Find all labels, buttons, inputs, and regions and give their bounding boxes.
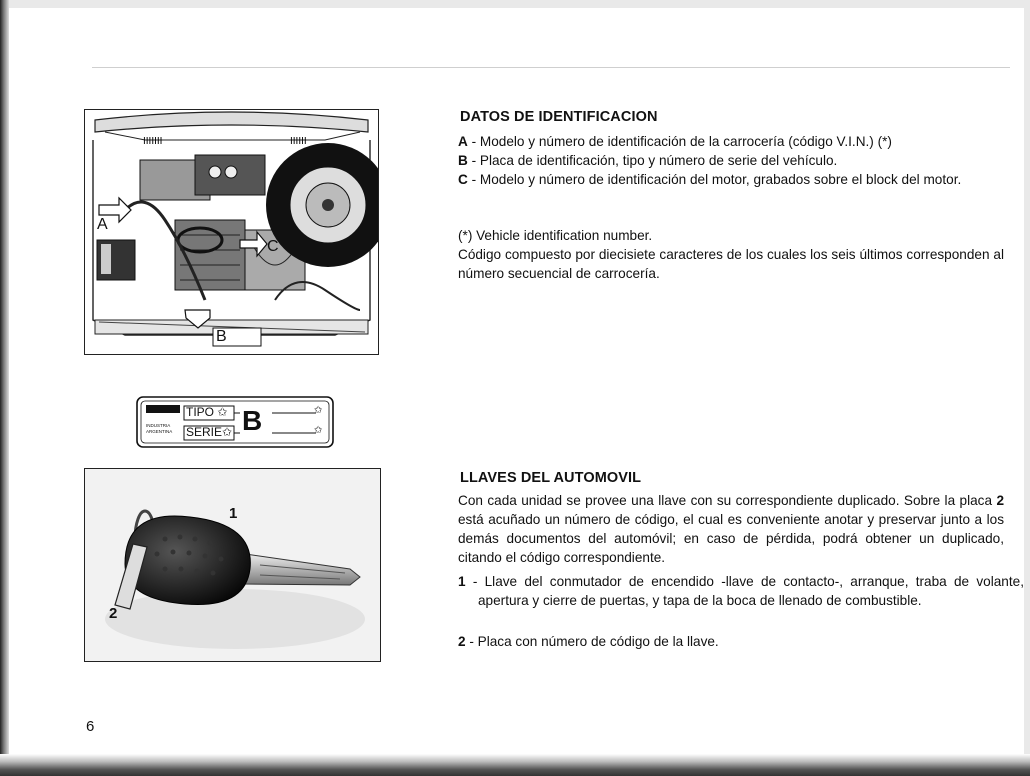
identification-item-b: B - Placa de identificación, tipo y número de serie del vehículo. [458,153,838,168]
manual-page [6,8,1024,756]
section-heading-identification: DATOS DE IDENTIFICACION [460,109,658,125]
plate-letter: B [242,405,263,436]
engine-bay-illustration [84,109,379,355]
engine-bay-drawing [85,110,378,354]
plate-star-top: ✩ [314,405,323,416]
header-rule [92,67,1010,68]
identification-item-c: C - Modelo y número de identificación del motor, grabados sobre el block del motor. [458,172,962,187]
section-heading-keys: LLAVES DEL AUTOMOVIL [460,470,642,486]
plate-maker-text: INDUSTRIA ARGENTINA [146,423,173,434]
identification-plate [136,396,334,448]
vin-footnote: (*) Vehicle identification number. [458,228,653,243]
key-item-2: 2 - Placa con número de código de la llave. [458,634,719,649]
callout-1: 1 [229,505,238,522]
svg-text:IIIIII: IIIIII [290,136,307,147]
plate-drawing [136,396,334,448]
keys-intro: Con cada unidad se provee una llave con su correspondiente duplicado. Sobre la placa 2 está acuñado un número de código, el cual es conveniente anotar y preservar junto a los demás documentos del automóvil; en caso de pérdida, podrá obtener un duplicado, citando el código correspondiente. [458,493,1004,565]
callout-a: A [97,216,108,233]
identification-item-a: A - Modelo y número de identificación de la carrocería (código V.I.N.) (*) [458,134,892,149]
key-drawing [85,469,380,661]
key-photo [84,468,381,662]
plate-serie-label: SERIE✩ [186,425,233,439]
vin-description: Código compuesto por diecisiete caracteres de los cuales los seis últimos corresponden al número secuencial de carrocería. [458,247,1004,281]
callout-c: C [267,238,279,255]
scan-bottom-edge [0,754,1030,776]
callout-b: B [216,328,227,345]
callout-2: 2 [109,605,118,622]
plate-star-bottom: ✩ [314,425,323,436]
key-item-1: 1 - Llave del conmutador de encendido -llave de contacto-, arranque, traba de volante, apertura y cierre de puertas, y tapa de la boca de llenado de combustible. [458,574,1024,608]
page-number: 6 [86,718,95,735]
scan-left-edge [0,0,9,776]
svg-text:IIIIIII: IIIIIII [143,136,163,147]
plate-tipo-label: TIPO ✩ [186,405,228,419]
